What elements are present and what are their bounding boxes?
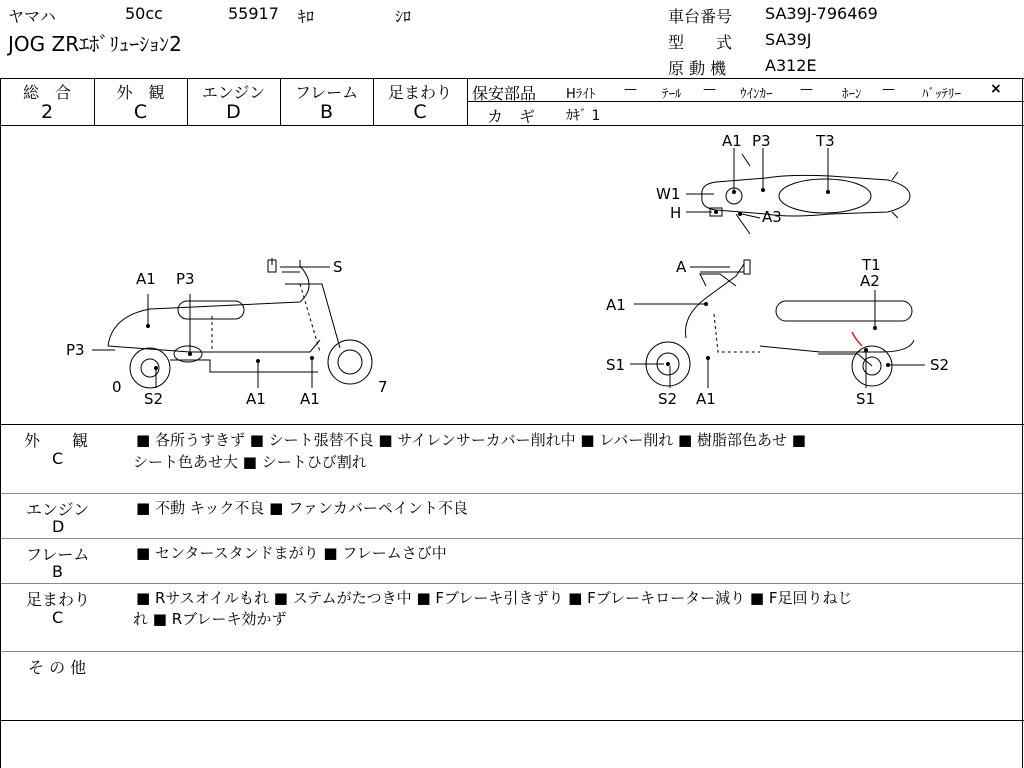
note-label: そ の 他 [28, 658, 87, 677]
label-left-a1-bottom2: A1 [300, 390, 320, 408]
frame-grade: B [319, 101, 334, 123]
winker-status: — [800, 82, 813, 97]
note-grade: C [52, 449, 64, 468]
label-top-a3: A3 [762, 208, 782, 226]
horn-label: ﾎｰﾝ [842, 87, 862, 102]
label-top-w1: W1 [656, 185, 681, 203]
label-left-s: S [333, 258, 343, 276]
overall-grade: 2 [40, 101, 54, 123]
note-grade: C [52, 608, 64, 627]
headlight-label: Hﾗｲﾄ [566, 87, 596, 102]
note-line: ■ 不動 キック不良 ■ ファンカバーペイント不良 [136, 499, 468, 517]
label-right-a2: A2 [860, 272, 880, 290]
note-line: ■ センタースタンドまがり ■ フレームさび中 [136, 544, 447, 562]
note-line: ■ 各所うすきず ■ シート張替不良 ■ サイレンサーカバー削れ中 ■ レバー削れ ■ 樹脂部色あせ ■ [136, 431, 806, 449]
divider [0, 78, 1024, 79]
divider [0, 583, 1024, 584]
suspension-grade: C [413, 101, 427, 123]
mileage: 55917 [228, 4, 279, 23]
divider [1022, 78, 1023, 768]
damage-diagram [0, 126, 1022, 423]
label-top-h: H [670, 204, 682, 222]
mileage-unit: ｷﾛ [298, 7, 315, 26]
headlight-status: — [624, 82, 637, 97]
note-label: 足まわり [26, 590, 91, 609]
maker: ヤマハ [8, 7, 56, 26]
note-label: フレーム [26, 545, 90, 564]
label-right-a1: A1 [606, 296, 626, 314]
note-line: シート色あせ大 ■ シートひび割れ [133, 453, 367, 471]
label-right-t1: T1 [862, 256, 881, 274]
note-label: エンジン [26, 500, 90, 519]
note-grade: B [52, 562, 63, 581]
divider [0, 651, 1024, 652]
label-right-s1-left: S1 [606, 356, 626, 374]
label-right-a: A [676, 258, 687, 276]
label-left-s2: S2 [144, 390, 164, 408]
tail-status: — [703, 82, 716, 97]
displacement: 50cc [125, 4, 163, 23]
divider [0, 493, 1024, 494]
damage-crack-mark [852, 332, 862, 346]
exterior-grade: C [133, 101, 148, 123]
note-grade: D [52, 517, 65, 536]
label-left-a1: A1 [136, 270, 156, 288]
horn-status: — [882, 82, 895, 97]
frame-grade-label: フレーム [294, 83, 359, 102]
key-value: ｶｷﾞ 1 [566, 108, 601, 124]
note-line: れ ■ Rブレーキ効かず [133, 610, 287, 628]
model-name: JOG ZRｴﾎﾞﾘｭｰｼｮﾝ2 [8, 32, 182, 56]
tail-label: ﾃｰﾙ [662, 87, 682, 102]
winker-label: ｳｲﾝｶｰ [740, 87, 773, 102]
label-left-seven: 7 [378, 378, 388, 396]
suspension-grade-label: 足まわり [387, 83, 452, 102]
label-top-p3: P3 [752, 132, 771, 150]
label-right-s1-bottom: S1 [856, 390, 876, 408]
battery-status: × [990, 81, 1002, 97]
engine-grade: D [226, 101, 241, 123]
label-top-a1: A1 [722, 132, 742, 150]
key-label: カ ギ [487, 107, 536, 126]
battery-label: ﾊﾞｯﾃﾘｰ [922, 87, 961, 102]
label-left-zero: 0 [112, 378, 122, 396]
scooter-top-drawing [702, 154, 910, 234]
frame-no-label: 車台番号 [668, 7, 733, 26]
note-line: ■ Rサスオイルもれ ■ ステムがたつき中 ■ Fブレーキ引きずり ■ Fブレーキローター減り ■ F足回りねじ [136, 589, 853, 607]
engine-grade-label: エンジン [201, 83, 266, 102]
label-left-p3-top: P3 [176, 270, 195, 288]
note-label: 外 観 [24, 431, 89, 450]
label-right-s2-right: S2 [930, 356, 950, 374]
divider [0, 424, 1024, 425]
divider [0, 538, 1024, 539]
type-value: SA39J [765, 30, 812, 49]
label-left-a1-bottom: A1 [246, 390, 266, 408]
label-top-t3: T3 [816, 132, 835, 150]
engine-value: A312E [765, 56, 817, 75]
engine-label: 原 動 機 [668, 59, 727, 78]
label-left-p3-left: P3 [66, 341, 85, 359]
frame-no: SA39J-796469 [765, 4, 878, 23]
overall-label: 総 合 [22, 83, 71, 102]
label-right-s2-bottom: S2 [658, 390, 678, 408]
label-right-a1-bottom: A1 [696, 390, 716, 408]
divider [467, 78, 468, 125]
color: ｼﾛ [395, 7, 412, 26]
exterior-label: 外 観 [116, 83, 165, 102]
safety-label: 保安部品 [472, 84, 537, 103]
divider [0, 720, 1024, 721]
type-label: 型 式 [668, 33, 733, 52]
